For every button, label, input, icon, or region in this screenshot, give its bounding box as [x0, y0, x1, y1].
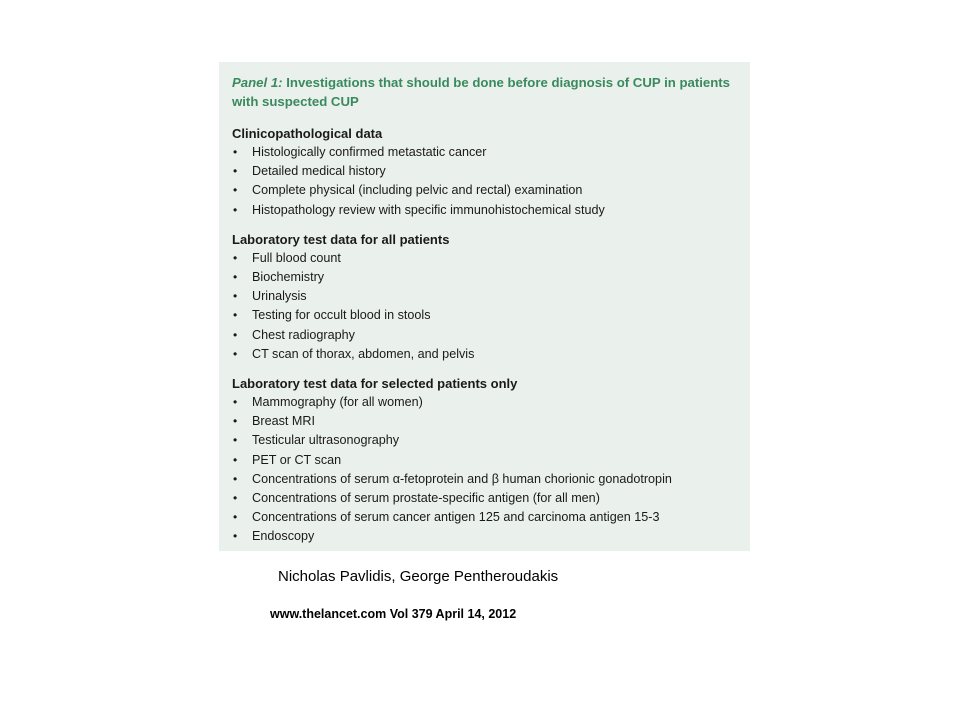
- list-item: [232, 527, 738, 546]
- bullet-icon: •: [233, 327, 238, 342]
- list-item: [232, 143, 738, 162]
- panel-title-lead: Panel 1:: [232, 75, 283, 90]
- citation: www.thelancet.com Vol 379 April 14, 2012: [270, 607, 517, 621]
- bullet-icon: •: [233, 308, 238, 323]
- bullet-icon: •: [233, 529, 238, 544]
- section-heading: Laboratory test data for all patients: [232, 231, 450, 247]
- list-item-text: Testing for occult blood in stools: [252, 308, 431, 323]
- list-item-text: Endoscopy: [252, 529, 315, 544]
- bullet-icon: •: [233, 395, 238, 410]
- bullet-icon: •: [233, 510, 238, 525]
- list-item: [232, 431, 738, 450]
- list-item-text: Biochemistry: [252, 270, 325, 285]
- list-item: [232, 412, 738, 431]
- list-item-text: Testicular ultrasonography: [252, 433, 400, 448]
- bullet-icon: •: [233, 202, 238, 217]
- list-item: [232, 249, 738, 268]
- list-item: [232, 393, 738, 412]
- list-item: [232, 470, 738, 489]
- list-item-text: Histologically confirmed metastatic cancer: [252, 145, 487, 159]
- bullet-icon: •: [233, 433, 238, 448]
- list-item-text: CT scan of thorax, abdomen, and pelvis: [252, 346, 475, 361]
- list-item-text: Concentrations of serum cancer antigen 125 and carcinoma antigen 15-3: [252, 510, 660, 525]
- bullet-icon: •: [233, 164, 238, 179]
- panel-section: [232, 230, 738, 364]
- list-item: [232, 326, 738, 345]
- bullet-icon: •: [233, 346, 238, 361]
- list-item-text: Histopathology review with specific immunohistochemical study: [252, 202, 605, 217]
- bullet-icon: •: [233, 414, 238, 429]
- section-heading: Clinicopathological data: [232, 126, 383, 141]
- list-item-text: Detailed medical history: [252, 164, 386, 179]
- bullet-icon: •: [233, 491, 238, 506]
- bullet-list: [232, 393, 738, 547]
- panel-sections: [232, 124, 738, 547]
- section-heading: Laboratory test data for selected patients only: [232, 376, 518, 392]
- bullet-icon: •: [233, 183, 238, 198]
- list-item: [232, 181, 738, 200]
- list-item-text: Concentrations of serum α-fetoprotein and β human chorionic gonadotropin: [252, 471, 672, 486]
- list-item-text: Complete physical (including pelvic and rectal) examination: [252, 183, 583, 198]
- panel-title: [232, 73, 738, 111]
- panel-section: [232, 374, 738, 547]
- list-item: [232, 451, 738, 470]
- list-item: [232, 201, 738, 220]
- bullet-icon: •: [233, 145, 238, 159]
- list-item-text: PET or CT scan: [252, 452, 342, 467]
- bullet-icon: •: [233, 250, 238, 265]
- list-item-text: Breast MRI: [252, 414, 315, 429]
- author-names: Nicholas Pavlidis, George Pentheroudakis: [278, 568, 559, 585]
- list-item: [232, 268, 738, 287]
- investigations-panel: [219, 62, 750, 551]
- list-item-text: Urinalysis: [252, 289, 307, 304]
- list-item-text: Chest radiography: [252, 327, 355, 342]
- list-item-text: Concentrations of serum prostate-specific antigen (for all men): [252, 491, 600, 506]
- list-item-text: Mammography (for all women): [252, 395, 423, 410]
- list-item: [232, 162, 738, 181]
- list-item: [232, 508, 738, 527]
- bullet-icon: •: [233, 471, 238, 486]
- bullet-icon: •: [233, 289, 238, 304]
- bullet-list: [232, 143, 738, 220]
- bullet-icon: •: [233, 452, 238, 467]
- list-item: [232, 306, 738, 325]
- bullet-list: [232, 249, 738, 364]
- bullet-icon: •: [233, 270, 238, 285]
- panel-title-text: Investigations that should be done before diagnosis of CUP in patients with suspected CUP: [232, 75, 731, 109]
- list-item: [232, 287, 738, 306]
- list-item: [232, 345, 738, 364]
- list-item: [232, 489, 738, 508]
- list-item-text: Full blood count: [252, 250, 341, 265]
- panel-section: [232, 124, 738, 220]
